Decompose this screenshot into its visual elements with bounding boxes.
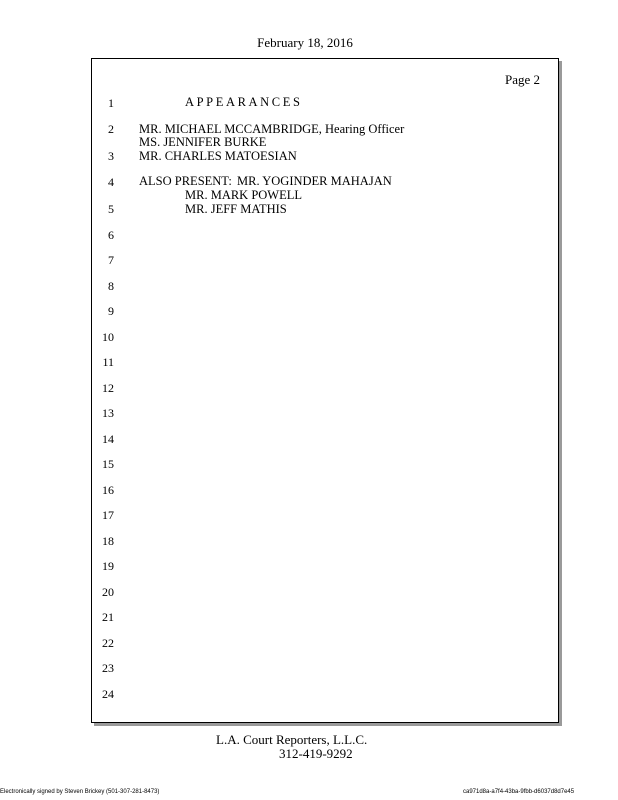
line-number: 9 — [108, 304, 114, 318]
line-number: 2 — [108, 122, 114, 136]
line-number: 8 — [108, 279, 114, 293]
footer-phone: 312-419-9292 — [279, 746, 353, 761]
line-number: 22 — [102, 636, 114, 650]
electronic-signature: Electronically signed by Steven Brickey (501-307-281-8473) — [0, 789, 160, 795]
line-number: 5 — [108, 202, 114, 216]
line-number: 19 — [102, 559, 114, 573]
also-present-label: ALSO PRESENT: — [139, 174, 232, 188]
appearances-heading: APPEARANCES — [185, 95, 303, 109]
line-number: 16 — [102, 483, 114, 497]
also-present-line: MR. YOGINDER MAHAJAN — [237, 174, 392, 188]
line-number: 21 — [102, 610, 114, 624]
footer-firm: L.A. Court Reporters, L.L.C. — [216, 732, 368, 747]
line-number: 23 — [102, 661, 114, 675]
line-number: 12 — [102, 381, 114, 395]
line-number: 11 — [102, 355, 114, 369]
appearance-line: MR. MICHAEL MCCAMBRIDGE, Hearing Officer — [139, 122, 405, 136]
line-number: 24 — [102, 687, 114, 701]
page-number: Page 2 — [504, 72, 540, 87]
header-date: February 18, 2016 — [257, 35, 353, 50]
line-number: 15 — [102, 457, 114, 471]
document-id: ca971d8a-a7f4-43ba-9fbb-d6037d8d7e45 — [463, 789, 575, 795]
line-number: 4 — [108, 175, 114, 189]
line-number: 6 — [108, 228, 114, 242]
appearance-line: MR. CHARLES MATOESIAN — [139, 149, 297, 163]
also-present-line: MR. MARK POWELL — [185, 188, 303, 202]
line-number: 18 — [102, 534, 114, 548]
line-number: 3 — [108, 149, 114, 163]
line-number: 14 — [102, 432, 114, 446]
transcript-page — [91, 58, 559, 723]
line-number: 1 — [108, 96, 114, 110]
appearance-line: MS. JENNIFER BURKE — [139, 135, 267, 149]
line-number: 17 — [102, 508, 114, 522]
line-number: 7 — [108, 253, 114, 267]
line-number: 10 — [102, 330, 114, 344]
line-number: 20 — [102, 585, 114, 599]
line-number: 13 — [102, 406, 114, 420]
also-present-line: MR. JEFF MATHIS — [185, 202, 287, 216]
